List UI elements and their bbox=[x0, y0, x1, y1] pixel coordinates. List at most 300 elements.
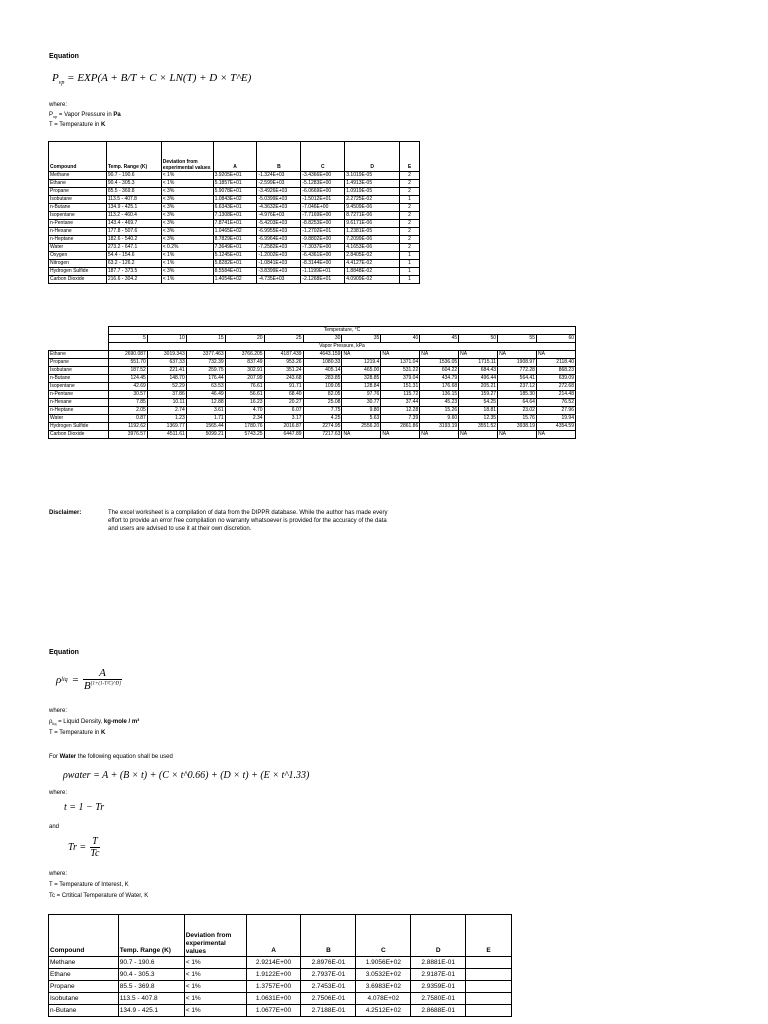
value-cell: 7217.63 bbox=[303, 431, 342, 439]
value-cell: < 1% bbox=[161, 260, 213, 268]
definition-critical-temperature: Tc = Crtitical Temperature of Water, K bbox=[49, 893, 149, 899]
value-cell: 2.9359E-01 bbox=[411, 981, 466, 993]
value-cell: 1.4054E+02 bbox=[213, 276, 257, 284]
table-row bbox=[49, 359, 576, 367]
value-cell: -6.9964E+03 bbox=[257, 236, 301, 244]
value-cell: -3.8399E+03 bbox=[257, 268, 301, 276]
value-cell: NA bbox=[498, 431, 537, 439]
value-cell: 185.30 bbox=[498, 391, 537, 399]
compound-cell: n-Heptane bbox=[49, 236, 107, 244]
compound-cell: Isobutane bbox=[49, 367, 109, 375]
value-cell: 1.0919E-05 bbox=[345, 188, 400, 196]
value-cell: 1.0631E+00 bbox=[246, 993, 301, 1005]
value-cell: NA bbox=[381, 431, 420, 439]
definition-temperature: T = Temperature in K bbox=[49, 122, 106, 128]
value-cell: 25.08 bbox=[303, 399, 342, 407]
value-cell: NA bbox=[342, 351, 381, 359]
value-cell: 1536.05 bbox=[420, 359, 459, 367]
value-cell: -5.0399E+03 bbox=[257, 196, 301, 204]
vapor-pressure-header: Vapor Pressure, kPa bbox=[108, 343, 575, 351]
value-cell: 3.17 bbox=[264, 415, 303, 423]
temperature-header: Temperature, °C bbox=[108, 327, 575, 335]
value-cell: 1565.44 bbox=[186, 423, 225, 431]
value-cell: 68.40 bbox=[264, 391, 303, 399]
table-row bbox=[49, 415, 576, 423]
table-row bbox=[49, 220, 420, 228]
compound-cell: Ethane bbox=[49, 180, 107, 188]
value-cell: 113.5 - 407.8 bbox=[118, 993, 184, 1005]
compound-cell: Propane bbox=[49, 359, 109, 367]
value-cell: 6.07 bbox=[264, 407, 303, 415]
value-cell: 732.39 bbox=[186, 359, 225, 367]
compound-cell: n-Pentane bbox=[49, 220, 107, 228]
value-cell bbox=[466, 957, 512, 969]
value-cell: -4.735E+03 bbox=[257, 276, 301, 284]
compound-cell: Isopentane bbox=[49, 212, 107, 220]
value-cell: 3.0532E+02 bbox=[356, 969, 411, 981]
value-cell: -1.2702E+01 bbox=[301, 228, 345, 236]
col-b: B bbox=[257, 142, 301, 172]
value-cell: 2.7580E-01 bbox=[411, 993, 466, 1005]
value-cell: 18.81 bbox=[459, 407, 498, 415]
value-cell: 159.27 bbox=[459, 391, 498, 399]
value-cell: 1.2381E-05 bbox=[345, 228, 400, 236]
value-cell: < 1% bbox=[184, 957, 246, 969]
value-cell: 2.2725E-02 bbox=[345, 196, 400, 204]
value-cell: NA bbox=[381, 351, 420, 359]
value-cell: 1.71 bbox=[186, 415, 225, 423]
value-cell: 2.74 bbox=[147, 407, 186, 415]
value-cell: 302.91 bbox=[225, 367, 264, 375]
value-cell: < 1% bbox=[184, 969, 246, 981]
value-cell: < 3% bbox=[161, 268, 213, 276]
compound-cell: Propane bbox=[49, 981, 119, 993]
value-cell: NA bbox=[536, 431, 575, 439]
compound-cell: n-Hexane bbox=[49, 399, 109, 407]
col-compound: Compound bbox=[49, 915, 119, 957]
value-cell: 151.31 bbox=[381, 383, 420, 391]
value-cell: -9.8802E+00 bbox=[301, 236, 345, 244]
value-cell: 12.88 bbox=[186, 399, 225, 407]
value-cell: 684.43 bbox=[459, 367, 498, 375]
reduced-t-equation: t = 1 − Tr bbox=[64, 802, 105, 813]
value-cell: 124.45 bbox=[108, 375, 147, 383]
value-cell: < 3% bbox=[161, 196, 213, 204]
value-cell: 405.14 bbox=[303, 367, 342, 375]
value-cell: 90.4 - 305.3 bbox=[106, 180, 161, 188]
table-row bbox=[49, 204, 420, 212]
compound-cell: Ethane bbox=[49, 351, 109, 359]
table-row bbox=[49, 276, 420, 284]
col-d: D bbox=[411, 915, 466, 957]
value-cell: 2 bbox=[400, 244, 420, 252]
temperature-value: 25 bbox=[264, 335, 303, 343]
table-row bbox=[49, 375, 576, 383]
value-cell: 3.6983E+02 bbox=[356, 981, 411, 993]
value-cell: < 3% bbox=[161, 236, 213, 244]
value-cell: 2 bbox=[400, 188, 420, 196]
temperature-value: 60 bbox=[536, 335, 575, 343]
value-cell: 63.53 bbox=[186, 383, 225, 391]
compound-cell: Hydrogen Sulfide bbox=[49, 268, 107, 276]
value-cell: -7.046E+00 bbox=[301, 204, 345, 212]
disclaimer-text bbox=[108, 509, 387, 533]
value-cell: 4.2512E+02 bbox=[356, 1005, 411, 1017]
value-cell: NA bbox=[536, 351, 575, 359]
value-cell: < 3% bbox=[161, 188, 213, 196]
value-cell: 2861.86 bbox=[381, 423, 420, 431]
value-cell: 434.79 bbox=[420, 375, 459, 383]
value-cell: NA bbox=[459, 351, 498, 359]
compound-cell: Isobutane bbox=[49, 993, 119, 1005]
where-label-2: where: bbox=[49, 708, 68, 714]
value-cell: 4.078E+02 bbox=[356, 993, 411, 1005]
value-cell: 19.94 bbox=[536, 415, 575, 423]
value-cell: 187.7 - 373.5 bbox=[106, 268, 161, 276]
value-cell: 37.86 bbox=[147, 391, 186, 399]
value-cell: 531.22 bbox=[381, 367, 420, 375]
value-cell: 3193.19 bbox=[420, 423, 459, 431]
value-cell: 187.52 bbox=[108, 367, 147, 375]
vapor-pressure-equation: $P_{vp} = EXP(A + B/T + C \times LN(T) + D$ × T^E) bbox=[52, 72, 252, 87]
value-cell: 272.68 bbox=[536, 383, 575, 391]
value-cell: 176.68 bbox=[420, 383, 459, 391]
table-header-row bbox=[49, 142, 420, 172]
value-cell: 7.1308E+01 bbox=[213, 212, 257, 220]
value-cell: 82.05 bbox=[303, 391, 342, 399]
value-cell: 3.1019E-05 bbox=[345, 172, 400, 180]
value-cell: 772.28 bbox=[498, 367, 537, 375]
value-cell: -8.3144E+00 bbox=[301, 260, 345, 268]
value-cell: 143.4 - 469.7 bbox=[106, 220, 161, 228]
value-cell: < 1% bbox=[161, 180, 213, 188]
value-cell: -1.1199E+01 bbox=[301, 268, 345, 276]
definition-pvp: $P_{vp}$ = Vapor Pressure in Pa bbox=[49, 112, 121, 120]
value-cell: -7.7169E+00 bbox=[301, 212, 345, 220]
value-cell: 1369.77 bbox=[147, 423, 186, 431]
table-header-row bbox=[49, 915, 512, 957]
temperature-value: 30 bbox=[303, 335, 342, 343]
value-cell: 4643.159 bbox=[303, 351, 342, 359]
compound-cell: Ethane bbox=[49, 969, 119, 981]
value-cell: 2.7506E-01 bbox=[301, 993, 356, 1005]
value-cell: 30.57 bbox=[108, 391, 147, 399]
value-cell: 237.12 bbox=[498, 383, 537, 391]
table-row bbox=[49, 367, 576, 375]
col-e: E bbox=[400, 142, 420, 172]
value-cell: 1.0843E+02 bbox=[213, 196, 257, 204]
value-cell: 7.85 bbox=[108, 399, 147, 407]
value-cell: 2274.95 bbox=[303, 423, 342, 431]
definition-temperature-2: T = Temperature in K bbox=[49, 730, 106, 736]
value-cell: 109.05 bbox=[303, 383, 342, 391]
value-cell: 7.2099E-06 bbox=[345, 236, 400, 244]
value-cell: 3019.343 bbox=[147, 351, 186, 359]
value-cell: 214.48 bbox=[536, 391, 575, 399]
col-a: A bbox=[213, 142, 257, 172]
value-cell: 379.04 bbox=[381, 375, 420, 383]
col-temp-range: Temp. Range (K) bbox=[106, 142, 161, 172]
value-cell: 2.7453E-01 bbox=[301, 981, 356, 993]
disclaimer-line-3: and users are advised to use it at their own discretion. bbox=[108, 526, 252, 532]
value-cell: 0.87 bbox=[108, 415, 147, 423]
value-cell: 2.8881E-01 bbox=[411, 957, 466, 969]
section2-title: Equation bbox=[49, 649, 79, 656]
value-cell: 97.76 bbox=[342, 391, 381, 399]
value-cell: 20.27 bbox=[264, 399, 303, 407]
value-cell: 496.44 bbox=[459, 375, 498, 383]
value-cell: 54.4 - 154.6 bbox=[106, 252, 161, 260]
value-cell: 1 bbox=[400, 260, 420, 268]
value-cell: -3.4926E+03 bbox=[257, 188, 301, 196]
table-row bbox=[49, 236, 420, 244]
value-cell: 551.70 bbox=[108, 359, 147, 367]
value-cell: 148.70 bbox=[147, 375, 186, 383]
compound-cell: Isobutane bbox=[49, 196, 107, 204]
value-cell: 76.61 bbox=[225, 383, 264, 391]
value-cell: 868.23 bbox=[536, 367, 575, 375]
compound-cell: Methane bbox=[49, 172, 107, 180]
temperature-value: 10 bbox=[147, 335, 186, 343]
value-cell: 9.6171E-06 bbox=[345, 220, 400, 228]
value-cell: -2.1268E+01 bbox=[301, 276, 345, 284]
table-row bbox=[49, 244, 420, 252]
value-cell: NA bbox=[498, 351, 537, 359]
value-cell: 9.4509E-06 bbox=[345, 204, 400, 212]
compound-cell: Propane bbox=[49, 188, 107, 196]
table-row bbox=[49, 188, 420, 196]
value-cell: 56.61 bbox=[225, 391, 264, 399]
value-cell: 2.34 bbox=[225, 415, 264, 423]
value-cell: 2.9187E-01 bbox=[411, 969, 466, 981]
temperature-value: 50 bbox=[459, 335, 498, 343]
value-cell: NA bbox=[420, 431, 459, 439]
table-row bbox=[49, 957, 512, 969]
temperature-value: 15 bbox=[186, 335, 225, 343]
value-cell: 90.7 - 190.6 bbox=[106, 172, 161, 180]
table-row bbox=[49, 431, 576, 439]
value-cell: 45.23 bbox=[420, 399, 459, 407]
value-cell: 1080.33 bbox=[303, 359, 342, 367]
value-cell: 10.11 bbox=[147, 399, 186, 407]
compound-cell: n-Heptane bbox=[49, 407, 109, 415]
value-cell: -1.0841E+03 bbox=[257, 260, 301, 268]
value-cell: -1.2002E+03 bbox=[257, 252, 301, 260]
vapor-pressure-coefficients-table bbox=[48, 141, 420, 284]
value-cell: -1.324E+03 bbox=[257, 172, 301, 180]
value-cell: NA bbox=[459, 431, 498, 439]
value-cell: 128.84 bbox=[342, 383, 381, 391]
compound-cell: n-Pentane bbox=[49, 391, 109, 399]
value-cell: 91.71 bbox=[264, 383, 303, 391]
value-cell: -7.2582E+03 bbox=[257, 244, 301, 252]
value-cell: -5.1283E+00 bbox=[301, 180, 345, 188]
value-cell: 1192.62 bbox=[108, 423, 147, 431]
temperature-value: 20 bbox=[225, 335, 264, 343]
value-cell: 134.9 - 425.1 bbox=[118, 1005, 184, 1017]
value-cell: < 1% bbox=[161, 252, 213, 260]
col-deviation: Deviation from experimental values bbox=[161, 142, 213, 172]
value-cell: 64.64 bbox=[498, 399, 537, 407]
section1-title: Equation bbox=[49, 53, 79, 60]
value-cell: 259.75 bbox=[186, 367, 225, 375]
value-cell: 273.2 - 647.1 bbox=[106, 244, 161, 252]
value-cell: 1 bbox=[400, 252, 420, 260]
value-cell: 2 bbox=[400, 172, 420, 180]
temperature-value: 35 bbox=[342, 335, 381, 343]
value-cell: 564.41 bbox=[498, 375, 537, 383]
value-cell: 4.70 bbox=[225, 407, 264, 415]
value-cell: 8.7829E+01 bbox=[213, 236, 257, 244]
value-cell: 1715.11 bbox=[459, 359, 498, 367]
value-cell: 4187.439 bbox=[264, 351, 303, 359]
value-cell: < 3% bbox=[161, 228, 213, 236]
vapor-pressure-header-row bbox=[49, 343, 576, 351]
compound-cell: Carbon Dioxide bbox=[49, 431, 109, 439]
value-cell: 1908.97 bbox=[498, 359, 537, 367]
value-cell: 6447.89 bbox=[264, 431, 303, 439]
table-row bbox=[49, 172, 420, 180]
table-row bbox=[49, 228, 420, 236]
value-cell: 2 bbox=[400, 228, 420, 236]
value-cell: 4.25 bbox=[303, 415, 342, 423]
value-cell: 1371.04 bbox=[381, 359, 420, 367]
value-cell: NA bbox=[420, 351, 459, 359]
col-c: C bbox=[356, 915, 411, 957]
value-cell: 4.0909E-02 bbox=[345, 276, 400, 284]
value-cell: -4.3632E+03 bbox=[257, 204, 301, 212]
table-row bbox=[49, 1005, 512, 1017]
value-cell: -2.599E+03 bbox=[257, 180, 301, 188]
value-cell: 207.99 bbox=[225, 375, 264, 383]
value-cell: 7.39 bbox=[381, 415, 420, 423]
compound-cell: Water bbox=[49, 244, 107, 252]
value-cell: < 1% bbox=[184, 981, 246, 993]
value-cell: 4354.59 bbox=[536, 423, 575, 431]
value-cell: < 1% bbox=[161, 172, 213, 180]
value-cell: 953.26 bbox=[264, 359, 303, 367]
col-temp-range: Temp. Range (K) bbox=[118, 915, 184, 957]
disclaimer-line-2: effort to provide an error free compilation no warranty whatsoever is provided for the accuracy of the data bbox=[108, 518, 387, 524]
value-cell: 136.15 bbox=[420, 391, 459, 399]
table-row bbox=[49, 391, 576, 399]
value-cell: 176.44 bbox=[186, 375, 225, 383]
value-cell: 2.8688E-01 bbox=[411, 1005, 466, 1017]
table-row bbox=[49, 212, 420, 220]
temperature-value: 45 bbox=[420, 335, 459, 343]
compound-cell: n-Hexane bbox=[49, 228, 107, 236]
value-cell: 5.9078E+01 bbox=[213, 188, 257, 196]
value-cell: 5.1245E+01 bbox=[213, 252, 257, 260]
value-cell: 3377.463 bbox=[186, 351, 225, 359]
table-row bbox=[49, 268, 420, 276]
value-cell: 9.80 bbox=[342, 407, 381, 415]
value-cell: 6.6343E+01 bbox=[213, 204, 257, 212]
definition-rho: $\rho_{liq}$ = Liquid Density, kg-mole / m³ bbox=[49, 719, 140, 727]
compound-cell: Carbon Dioxide bbox=[49, 276, 107, 284]
value-cell: 2 bbox=[400, 204, 420, 212]
value-cell: 2118.40 bbox=[536, 359, 575, 367]
value-cell: 2.7188E-01 bbox=[301, 1005, 356, 1017]
value-cell: 1219.4 bbox=[342, 359, 381, 367]
liquid-density-coefficients-table bbox=[48, 914, 512, 1017]
col-deviation: Deviation from experimental values bbox=[184, 915, 246, 957]
disclaimer-label: Disclaimer: bbox=[49, 510, 82, 516]
value-cell: 2690.087 bbox=[108, 351, 147, 359]
value-cell: 85.5 - 369.8 bbox=[106, 188, 161, 196]
liquid-density-fraction: $\frac{A}{B^{[1+(1-T/C)\^{}D]}}$ bbox=[83, 667, 122, 692]
table-row bbox=[49, 351, 576, 359]
value-cell: 1 bbox=[400, 196, 420, 204]
table-row bbox=[49, 180, 420, 188]
value-cell: 76.52 bbox=[536, 399, 575, 407]
value-cell: 9.60 bbox=[420, 415, 459, 423]
value-cell: -3.4366E+00 bbox=[301, 172, 345, 180]
temperature-header-row bbox=[49, 327, 576, 335]
value-cell bbox=[466, 1005, 512, 1017]
col-d: D bbox=[345, 142, 400, 172]
value-cell: 27.96 bbox=[536, 407, 575, 415]
value-cell: 639.09 bbox=[536, 375, 575, 383]
value-cell: < 3% bbox=[161, 212, 213, 220]
value-cell: 243.68 bbox=[264, 375, 303, 383]
value-cell: 5.63 bbox=[342, 415, 381, 423]
value-cell: 15.76 bbox=[498, 415, 537, 423]
compound-cell: Isopentane bbox=[49, 383, 109, 391]
value-cell: 3976.57 bbox=[108, 431, 147, 439]
value-cell: 351.24 bbox=[264, 367, 303, 375]
value-cell: -6.9955E+03 bbox=[257, 228, 301, 236]
value-cell: -6.0669E+00 bbox=[301, 188, 345, 196]
value-cell: 4.1653E-06 bbox=[345, 244, 400, 252]
value-cell: -4.976E+03 bbox=[257, 212, 301, 220]
value-cell: 5099.21 bbox=[186, 431, 225, 439]
value-cell: 1.0465E+02 bbox=[213, 228, 257, 236]
value-cell: 221.41 bbox=[147, 367, 186, 375]
value-cell: 90.4 - 305.3 bbox=[118, 969, 184, 981]
value-cell: 8.7271E-06 bbox=[345, 212, 400, 220]
definition-temperature-interest: T = Temperature of Interest, K bbox=[49, 882, 129, 888]
col-c: C bbox=[301, 142, 345, 172]
value-cell: 637.33 bbox=[147, 359, 186, 367]
temperature-value: 55 bbox=[498, 335, 537, 343]
value-cell: 2 bbox=[400, 212, 420, 220]
table-row bbox=[49, 981, 512, 993]
value-cell bbox=[466, 969, 512, 981]
value-cell: 12.35 bbox=[459, 415, 498, 423]
value-cell: 5743.25 bbox=[225, 431, 264, 439]
value-cell: 177.8 - 507.6 bbox=[106, 228, 161, 236]
value-cell: 46.49 bbox=[186, 391, 225, 399]
value-cell: -5.4203E+03 bbox=[257, 220, 301, 228]
vapor-pressure-values-table bbox=[48, 326, 576, 439]
value-cell: 182.6 - 540.2 bbox=[106, 236, 161, 244]
value-cell bbox=[466, 981, 512, 993]
value-cell: -7.3037E+00 bbox=[301, 244, 345, 252]
table-row bbox=[49, 993, 512, 1005]
where-label-3: where: bbox=[49, 790, 68, 796]
value-cell bbox=[466, 993, 512, 1005]
value-cell: 837.49 bbox=[225, 359, 264, 367]
value-cell: 2 bbox=[400, 236, 420, 244]
value-cell: 1.4913E-05 bbox=[345, 180, 400, 188]
value-cell: 3.9205E+01 bbox=[213, 172, 257, 180]
col-e: E bbox=[466, 915, 512, 957]
col-compound: Compound bbox=[49, 142, 107, 172]
value-cell: 1.23 bbox=[147, 415, 186, 423]
value-cell: 37.44 bbox=[381, 399, 420, 407]
value-cell: 90.7 - 190.6 bbox=[118, 957, 184, 969]
